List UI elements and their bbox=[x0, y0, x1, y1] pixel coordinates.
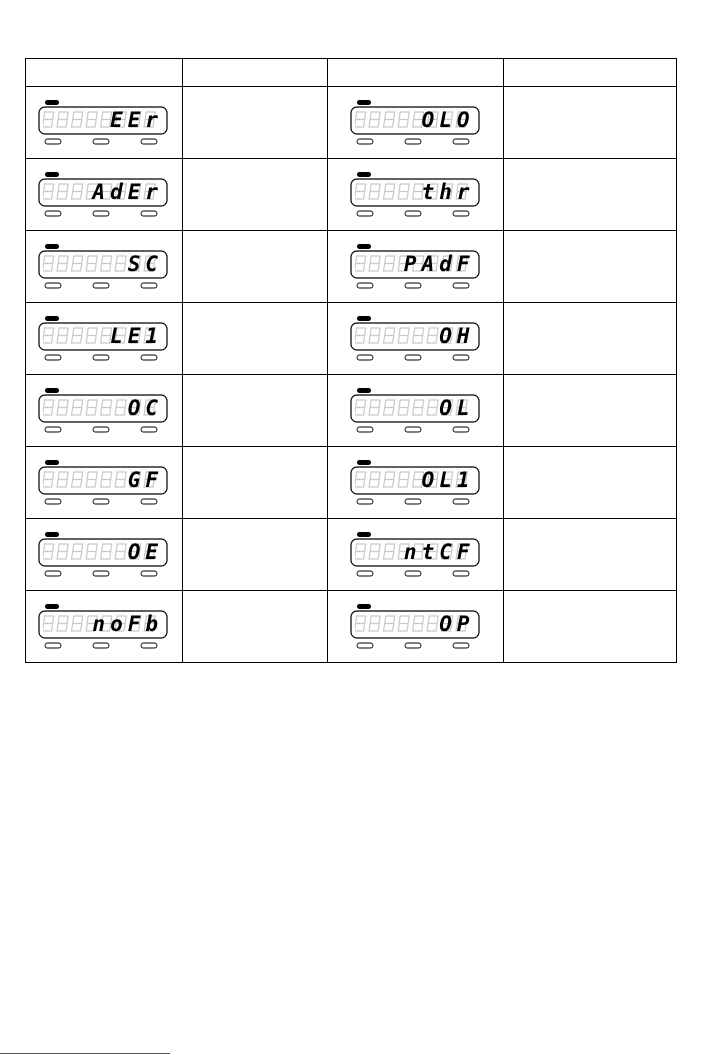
lcd-readout bbox=[353, 252, 475, 276]
fault-code: OE bbox=[127, 539, 163, 564]
fault-code: LE1 bbox=[110, 323, 163, 348]
panel-display bbox=[37, 239, 171, 295]
description-cell bbox=[504, 159, 677, 231]
panel-display bbox=[349, 167, 483, 223]
description-cell bbox=[183, 519, 328, 591]
fault-code: EEr bbox=[110, 107, 163, 132]
key-middle-icon bbox=[93, 139, 109, 144]
lcd-readout bbox=[41, 324, 163, 348]
description-cell bbox=[504, 519, 677, 591]
key-right-icon bbox=[141, 571, 157, 576]
status-led-icon bbox=[45, 244, 59, 249]
key-middle-icon bbox=[93, 355, 109, 360]
key-right-icon bbox=[453, 499, 469, 504]
key-right-icon bbox=[141, 499, 157, 504]
panel-display bbox=[37, 167, 171, 223]
key-left-icon bbox=[357, 283, 373, 288]
lcd-readout bbox=[353, 612, 475, 636]
key-right-icon bbox=[141, 355, 157, 360]
display-cell bbox=[328, 447, 504, 519]
status-led-icon bbox=[357, 460, 371, 465]
key-middle-icon bbox=[93, 643, 109, 648]
status-led-icon bbox=[45, 532, 59, 537]
key-left-icon bbox=[357, 355, 373, 360]
key-left-icon bbox=[357, 571, 373, 576]
status-led-icon bbox=[357, 604, 371, 609]
panel-display bbox=[349, 455, 483, 511]
key-left-icon bbox=[45, 499, 61, 504]
key-right-icon bbox=[453, 571, 469, 576]
key-middle-icon bbox=[405, 643, 421, 648]
description-cell bbox=[183, 231, 328, 303]
key-middle-icon bbox=[93, 427, 109, 432]
display-cell bbox=[26, 519, 183, 591]
display-cell bbox=[328, 375, 504, 447]
description-cell bbox=[183, 87, 328, 159]
key-middle-icon bbox=[93, 211, 109, 216]
fault-code: OH bbox=[439, 323, 475, 348]
fault-code: thr bbox=[421, 179, 475, 204]
panel-display bbox=[349, 383, 483, 439]
key-middle-icon bbox=[93, 571, 109, 576]
key-left-icon bbox=[357, 211, 373, 216]
lcd-readout bbox=[41, 612, 163, 636]
table-body bbox=[26, 59, 677, 663]
fault-code: SC bbox=[127, 251, 163, 276]
status-led-icon bbox=[357, 244, 371, 249]
description-cell bbox=[504, 447, 677, 519]
panel-display bbox=[349, 527, 483, 583]
status-led-icon bbox=[357, 100, 371, 105]
fault-code: GF bbox=[127, 467, 163, 492]
key-middle-icon bbox=[405, 211, 421, 216]
description-cell bbox=[183, 159, 328, 231]
header-cell bbox=[26, 59, 183, 87]
header-cell bbox=[504, 59, 677, 87]
status-led-icon bbox=[357, 532, 371, 537]
display-cell bbox=[328, 519, 504, 591]
status-led-icon bbox=[45, 100, 59, 105]
panel-display bbox=[37, 311, 171, 367]
table-row bbox=[26, 519, 677, 591]
panel-display bbox=[37, 95, 171, 151]
lcd-readout bbox=[41, 468, 163, 492]
lcd-readout bbox=[41, 396, 163, 420]
description-cell bbox=[504, 591, 677, 663]
panel-display bbox=[349, 599, 483, 655]
table-row bbox=[26, 591, 677, 663]
status-led-icon bbox=[45, 388, 59, 393]
display-cell bbox=[26, 447, 183, 519]
fault-code: OL1 bbox=[421, 467, 475, 492]
lcd-readout bbox=[41, 180, 163, 204]
key-right-icon bbox=[453, 427, 469, 432]
fault-code: OLO bbox=[421, 107, 475, 132]
fault-code: ntCF bbox=[403, 539, 475, 564]
panel-display bbox=[37, 455, 171, 511]
table-row bbox=[26, 231, 677, 303]
key-middle-icon bbox=[405, 499, 421, 504]
lcd-readout bbox=[41, 108, 163, 132]
status-led-icon bbox=[45, 172, 59, 177]
header-cell bbox=[183, 59, 328, 87]
panel-display bbox=[349, 311, 483, 367]
display-cell bbox=[26, 87, 183, 159]
lcd-readout bbox=[353, 540, 475, 564]
key-middle-icon bbox=[405, 139, 421, 144]
key-right-icon bbox=[453, 355, 469, 360]
key-middle-icon bbox=[405, 427, 421, 432]
key-left-icon bbox=[45, 571, 61, 576]
footer-print-marks bbox=[0, 1049, 200, 1055]
key-left-icon bbox=[357, 643, 373, 648]
panel-display bbox=[37, 527, 171, 583]
display-cell bbox=[26, 303, 183, 375]
key-middle-icon bbox=[405, 355, 421, 360]
status-led-icon bbox=[45, 316, 59, 321]
key-right-icon bbox=[453, 139, 469, 144]
table-row bbox=[26, 375, 677, 447]
key-right-icon bbox=[141, 139, 157, 144]
fault-code: OC bbox=[127, 395, 163, 420]
display-cell bbox=[26, 375, 183, 447]
key-right-icon bbox=[141, 427, 157, 432]
key-right-icon bbox=[141, 211, 157, 216]
status-led-icon bbox=[357, 388, 371, 393]
status-led-icon bbox=[45, 604, 59, 609]
status-led-icon bbox=[357, 172, 371, 177]
key-left-icon bbox=[357, 499, 373, 504]
table-row bbox=[26, 159, 677, 231]
display-cell bbox=[328, 591, 504, 663]
key-middle-icon bbox=[405, 571, 421, 576]
key-left-icon bbox=[45, 643, 61, 648]
key-left-icon bbox=[45, 283, 61, 288]
panel-display bbox=[37, 383, 171, 439]
display-cell bbox=[26, 591, 183, 663]
key-right-icon bbox=[453, 211, 469, 216]
key-left-icon bbox=[45, 427, 61, 432]
lcd-readout bbox=[353, 108, 475, 132]
key-left-icon bbox=[45, 139, 61, 144]
lcd-readout bbox=[353, 468, 475, 492]
display-cell bbox=[328, 303, 504, 375]
lcd-readout bbox=[41, 540, 163, 564]
fault-code: PAdF bbox=[403, 251, 475, 276]
key-right-icon bbox=[141, 643, 157, 648]
status-led-icon bbox=[45, 460, 59, 465]
key-left-icon bbox=[45, 355, 61, 360]
key-left-icon bbox=[45, 211, 61, 216]
description-cell bbox=[504, 375, 677, 447]
display-cell bbox=[26, 159, 183, 231]
fault-code: OL bbox=[439, 395, 475, 420]
display-cell bbox=[328, 87, 504, 159]
key-middle-icon bbox=[93, 283, 109, 288]
table-row bbox=[26, 447, 677, 519]
lcd-readout bbox=[353, 396, 475, 420]
fault-code-table bbox=[25, 58, 677, 663]
status-led-icon bbox=[357, 316, 371, 321]
key-right-icon bbox=[141, 283, 157, 288]
key-right-icon bbox=[453, 283, 469, 288]
description-cell bbox=[183, 303, 328, 375]
description-cell bbox=[183, 375, 328, 447]
key-left-icon bbox=[357, 139, 373, 144]
key-left-icon bbox=[357, 427, 373, 432]
display-cell bbox=[328, 159, 504, 231]
description-cell bbox=[183, 591, 328, 663]
table-row bbox=[26, 87, 677, 159]
panel-display bbox=[37, 599, 171, 655]
description-cell bbox=[183, 447, 328, 519]
panel-display bbox=[349, 95, 483, 151]
display-cell bbox=[328, 231, 504, 303]
key-middle-icon bbox=[93, 499, 109, 504]
fault-code: AdEr bbox=[92, 179, 163, 204]
fault-code: noFb bbox=[92, 611, 163, 636]
key-middle-icon bbox=[405, 283, 421, 288]
display-cell bbox=[26, 231, 183, 303]
lcd-readout bbox=[353, 180, 475, 204]
fault-code: OP bbox=[439, 611, 475, 636]
description-cell bbox=[504, 303, 677, 375]
key-right-icon bbox=[453, 643, 469, 648]
lcd-readout bbox=[41, 252, 163, 276]
description-cell bbox=[504, 231, 677, 303]
table-row bbox=[26, 303, 677, 375]
panel-display bbox=[349, 239, 483, 295]
description-cell bbox=[504, 87, 677, 159]
header-row bbox=[26, 59, 677, 87]
header-cell bbox=[328, 59, 504, 87]
lcd-readout bbox=[353, 324, 475, 348]
